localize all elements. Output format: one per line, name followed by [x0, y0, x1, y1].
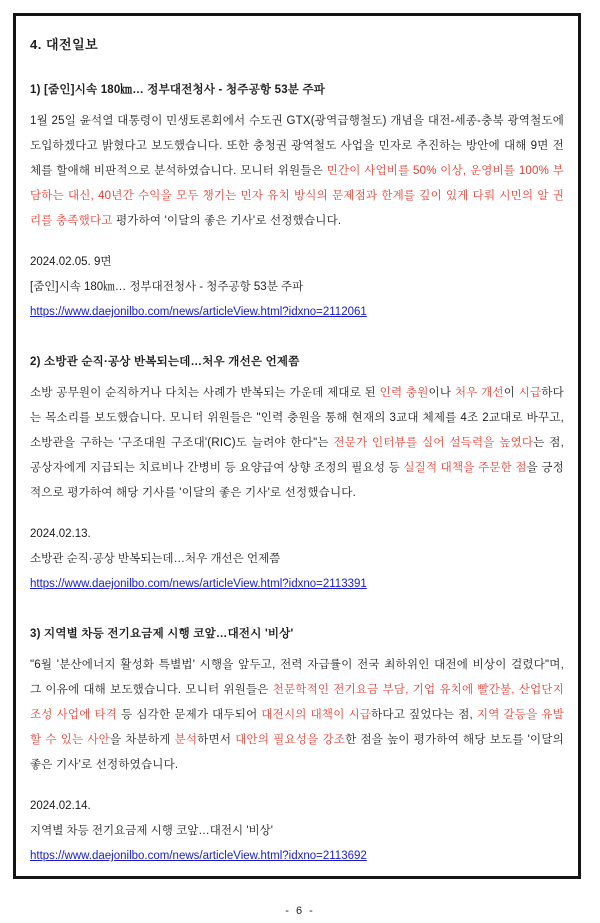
article-title: 소방관 순직·공상 반복되는데…처우 개선은 언제쯤: [30, 553, 281, 565]
article-date: 2024.02.14.: [30, 800, 91, 812]
section-body: [30, 653, 564, 778]
emphasis-red-text: 대안의 필요성을 강조: [235, 734, 346, 746]
section-meta: [30, 250, 564, 325]
emphasis-red-text: 인력 충원: [379, 387, 429, 399]
article-link[interactable]: https://www.daejonilbo.com/news/articleView.html?idxno=2112061: [30, 306, 367, 318]
news-section-3: [30, 625, 564, 869]
article-date: 2024.02.05. 9면: [30, 256, 112, 268]
section-heading: 2) 소방관 순직·공상 반복되는데…처우 개선은 언제쯤: [30, 356, 300, 368]
page-number: - 6 -: [285, 905, 315, 917]
body-text: 하다고 짚었다는 점,: [371, 709, 477, 721]
emphasis-red-text: 대전시의 대책이 시급: [261, 709, 372, 721]
article-date: 2024.02.13.: [30, 528, 91, 540]
section-body: [30, 381, 564, 506]
emphasis-red-text: 시급: [518, 387, 542, 399]
emphasis-red-text: 처우 개선: [454, 387, 504, 399]
body-text: 하다는 목소리를 보도했습니다. 모니터 위원들은 "인력 충원을 통해 현재의 3교대 체제를 4조 2교대로 바꾸고, 소방관을 구하는 '구조대원 구조대'(RIC)도 늘려야 한다"는: [30, 387, 564, 449]
emphasis-red-text: 민간이 사업비를 50% 이상, 운영비를 100% 부담하는 대신, 40년간 수익을 모두 챙기는 민자 유치 방식의 문제점과 한계를 깊이 있게 다뤄 시민의 알 권리를 충족했다고: [30, 165, 564, 227]
section-heading: 3) 지역별 차등 전기요금제 시행 코앞…대전시 '비상': [30, 628, 294, 640]
article-title: 지역별 차등 전기요금제 시행 코앞…대전시 '비상': [30, 825, 273, 837]
emphasis-red-text: 지역 갈등을 유발할 수 있는 사안: [30, 709, 565, 746]
document-border-frame: [13, 13, 581, 879]
body-text: 이나: [428, 387, 455, 399]
article-link[interactable]: https://www.daejonilbo.com/news/articleView.html?idxno=2113391: [30, 578, 367, 590]
body-text: 한 점을 높이 평가하여 해당 보도를 '이달의 좋은 기사'로 선정하였습니다.: [30, 734, 564, 771]
emphasis-red-text: 분석: [174, 734, 198, 746]
section-heading: 1) [줌인]시속 180㎞… 정부대전청사 - 청주공항 53분 주파: [30, 84, 326, 96]
body-text: 을 긍정적으로 평가하여 해당 기사를 '이달의 좋은 기사'로 선정했습니다.: [30, 462, 564, 499]
emphasis-red-text: 천문학적인 전기요금 부담, 기업 유치에 빨간불, 산업단지 조성 사업에 타격: [30, 684, 564, 721]
body-text: 하면서: [197, 734, 236, 746]
emphasis-red-text: 실질적 대책을 주문한 점: [403, 462, 527, 474]
section-meta: [30, 522, 564, 597]
emphasis-red-text: 전문가 인터뷰를 실어 설득력을 높였다: [333, 437, 534, 449]
article-title: [줌인]시속 180㎞… 정부대전청사 - 청주공항 53분 주파: [30, 281, 304, 293]
article-link[interactable]: https://www.daejonilbo.com/news/articleView.html?idxno=2113692: [30, 850, 367, 862]
section-meta: [30, 794, 564, 869]
body-text: 는 점, 공상자에게 지급되는 치료비나 간병비 등 요양급여 상향 조정의 필요성 등: [30, 437, 564, 474]
body-text: 소방 공무원이 순직하거나 다치는 사례가 반복되는 가운데 제대로 된: [30, 387, 380, 399]
news-section-1: [30, 81, 564, 325]
body-text: 등 심각한 문제가 대두되어: [117, 709, 262, 721]
document-title: 4. 대전일보: [30, 37, 99, 52]
body-text: 을 차분하게: [109, 734, 175, 746]
body-text: 이: [503, 387, 519, 399]
body-text: 1월 25일 윤석열 대통령이 민생토론회에서 수도권 GTX(광역급행철도) 개념을 대전-세종-충북 광역철도에 도입하겠다고 밝혔다고 보도했습니다. 또한 충청권 광역철도 사업을 민자로 추진하는 방안에 대해 9면 전체를 할애해 비판적으로 분석하였습니다. 모니터 위원들은: [30, 115, 564, 177]
news-section-2: [30, 353, 564, 597]
body-text: "6월 '분산에너지 활성화 특별법' 시행을 앞두고, 전력 자급률이 전국 최하위인 대전에 비상이 걸렸다"며, 그 이유에 대해 보도했습니다. 모니터 위원들은: [30, 659, 564, 696]
body-text: 평가하여 '이달의 좋은 기사'로 선정했습니다.: [112, 215, 342, 227]
section-body: [30, 109, 564, 234]
